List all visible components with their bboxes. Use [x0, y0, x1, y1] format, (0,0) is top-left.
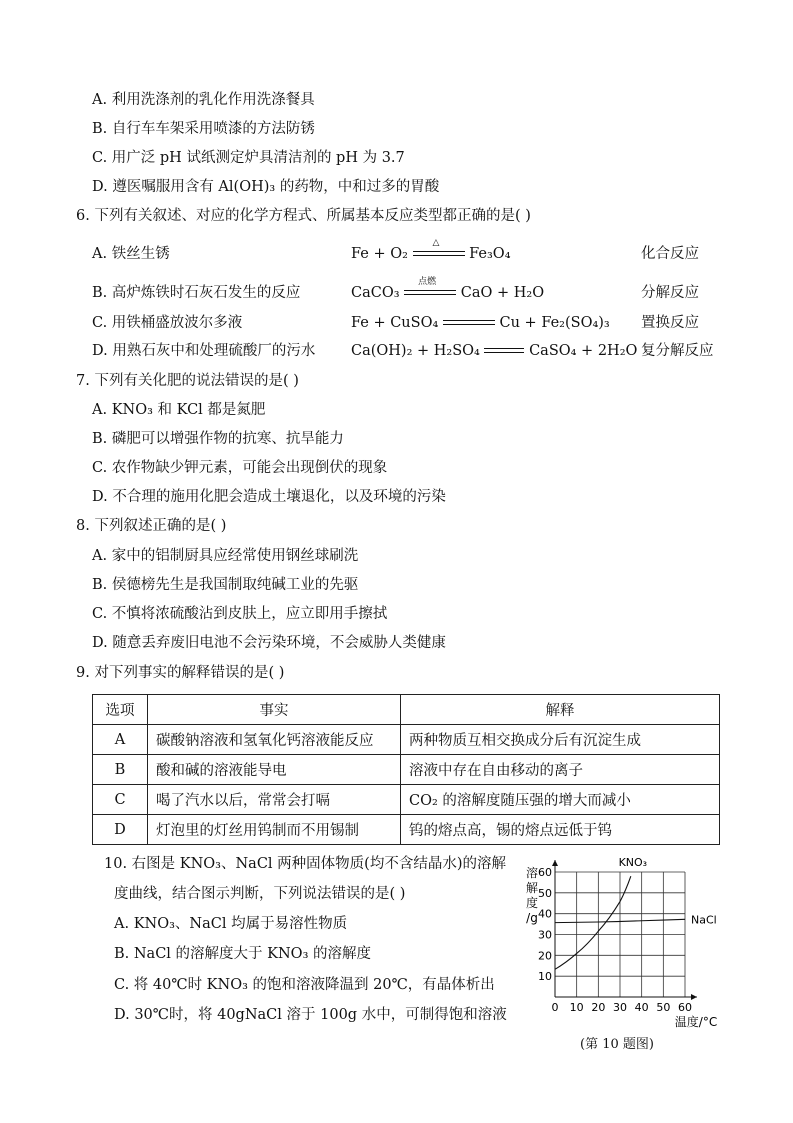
- q6-row-d-eq-right: CaSO₄ + 2H₂O: [529, 343, 638, 359]
- x-axis-label: 温度/°C: [674, 1015, 718, 1029]
- x-tick-label: 20: [591, 1001, 606, 1014]
- q10-option-a: A. KNO₃、NaCl 均属于易溶性物质: [114, 916, 348, 932]
- table-cell: B: [93, 755, 148, 785]
- q9-facts-table: [92, 694, 720, 845]
- table-header: 事实: [148, 695, 401, 725]
- x-tick-label: 0: [551, 1001, 559, 1014]
- table-row: [93, 785, 720, 815]
- q6-row-d-eq-left: Ca(OH)₂ + H₂SO₄: [351, 343, 480, 359]
- table-cell: C: [93, 785, 148, 815]
- y-axis-label: 度: [525, 896, 539, 910]
- y-tick-label: 40: [538, 907, 552, 921]
- table-cell: A: [93, 725, 148, 755]
- q6-row-a-eq-right: Fe₃O₄: [469, 246, 511, 262]
- q6-stem: 6. 下列有关叙述、对应的化学方程式、所属基本反应类型都正确的是( ): [76, 208, 531, 224]
- q6-row-b-equation: [351, 277, 545, 303]
- q7-stem: 7. 下列有关化肥的说法错误的是( ): [76, 373, 299, 389]
- q6-row-b-desc: B. 高炉炼铁时石灰石发生的反应: [92, 285, 301, 301]
- q6-row-b-eq-left: CaCO₃: [351, 285, 400, 301]
- equals-sign-icon: [443, 319, 495, 327]
- y-tick-label: 20: [538, 949, 552, 963]
- q10-option-b: B. NaCl 的溶解度大于 KNO₃ 的溶解度: [114, 946, 371, 962]
- q7-option-a: A. KNO₃ 和 KCl 都是氮肥: [92, 402, 266, 418]
- q8-option-c: C. 不慎将浓硫酸沾到皮肤上，应立即用手擦拭: [92, 606, 388, 622]
- chart-ticks: [538, 866, 692, 1014]
- q6-row-d-equation: [351, 341, 637, 361]
- q7-option-b: B. 磷肥可以增强作物的抗寒、抗旱能力: [92, 431, 344, 447]
- x-tick-label: 60: [678, 1001, 692, 1014]
- q6-row-a-condition: △: [432, 238, 440, 248]
- table-cell: 碳酸钠溶液和氢氧化钙溶液能反应: [148, 725, 401, 755]
- q8-option-a: A. 家中的铝制厨具应经常使用钢丝球刷洗: [92, 548, 359, 564]
- q6-row-b-eq-right: CaO + H₂O: [460, 285, 545, 301]
- q6-row-a-eq-left: Fe + O₂: [351, 246, 408, 262]
- q9-stem: 9. 对下列事实的解释错误的是( ): [76, 665, 285, 681]
- q6-row-c-desc: C. 用铁桶盛放波尔多液: [92, 315, 243, 331]
- q7-option-c: C. 农作物缺少钾元素，可能会出现倒伏的现象: [92, 460, 388, 476]
- q8-stem: 8. 下列叙述正确的是( ): [76, 518, 227, 534]
- q6-row-d-desc: D. 用熟石灰中和处理硫酸厂的污水: [92, 343, 316, 359]
- chart-axes: [552, 860, 697, 1000]
- y-tick-label: 50: [538, 886, 552, 900]
- table-header-row: [93, 695, 720, 725]
- y-axis-arrow-icon: [552, 860, 558, 866]
- q6-row-c-eq-left: Fe + CuSO₄: [351, 315, 439, 331]
- q6-row-b-type: 分解反应: [641, 285, 699, 301]
- equals-sign-icon: [484, 347, 524, 355]
- q8-option-b: B. 侯德榜先生是我国制取纯碱工业的先驱: [92, 577, 359, 593]
- table-cell: D: [93, 815, 148, 845]
- q6-row-a-desc: A. 铁丝生锈: [92, 246, 170, 262]
- table-cell: 溶液中存在自由移动的离子: [401, 755, 720, 785]
- q10-stem-line1: 10. 右图是 KNO₃、NaCl 两种固体物质(均不含结晶水)的溶解: [104, 856, 506, 872]
- table-row: [93, 725, 720, 755]
- q10-stem-line2: 度曲线，结合图示判断，下列说法错误的是( ): [114, 886, 406, 902]
- q6-row-d-type: 复分解反应: [641, 343, 714, 359]
- x-tick-label: 10: [569, 1001, 584, 1014]
- table-cell: 两种物质互相交换成分后有沉淀生成: [401, 725, 720, 755]
- q6-row-c-eq-right: Cu + Fe₂(SO₄)₃: [499, 315, 610, 331]
- q6-row-c-equation: [351, 313, 610, 333]
- series-label-kno3: KNO₃: [618, 856, 648, 869]
- q5-option-c: C. 用广泛 pH 试纸测定炉具清洁剂的 pH 为 3.7: [92, 150, 405, 166]
- solubility-chart: [488, 850, 738, 1040]
- q10-option-c: C. 将 40℃时 KNO₃ 的饱和溶液降温到 20℃，有晶体析出: [114, 977, 495, 993]
- series-label-nacl: NaCl: [691, 913, 717, 927]
- x-tick-label: 40: [634, 1001, 649, 1014]
- table-cell: CO₂ 的溶解度随压强的增大而减小: [401, 785, 720, 815]
- q5-option-d: D. 遵医嘱服用含有 Al(OH)₃ 的药物，中和过多的胃酸: [92, 179, 440, 195]
- x-tick-label: 30: [613, 1001, 627, 1014]
- x-axis-arrow-icon: [691, 994, 697, 1000]
- equals-sign-icon: [413, 238, 465, 258]
- q8-option-d: D. 随意丢弃废旧电池不会污染环境，不会威胁人类健康: [92, 635, 446, 651]
- figure-caption: (第 10 题图): [580, 1037, 654, 1052]
- table-header: 解释: [401, 695, 720, 725]
- table-cell: 灯泡里的灯丝用钨制而不用锡制: [148, 815, 401, 845]
- table-cell: 喝了汽水以后，常常会打嗝: [148, 785, 401, 815]
- table-row: [93, 755, 720, 785]
- q6-row-c-type: 置换反应: [641, 315, 699, 331]
- y-tick-label: 60: [538, 866, 552, 879]
- equals-sign-icon: [404, 277, 456, 297]
- y-tick-label: 30: [538, 928, 552, 942]
- q10-option-d: D. 30℃时，将 40gNaCl 溶于 100g 水中，可制得饱和溶液: [114, 1007, 507, 1023]
- y-tick-label: 10: [538, 970, 552, 984]
- y-axis-label: /g: [526, 911, 538, 925]
- q5-option-a: A. 利用洗涤剂的乳化作用洗涤餐具: [92, 92, 315, 108]
- y-axis-label: 解: [525, 881, 539, 895]
- table-cell: 钨的熔点高，锡的熔点远低于钨: [401, 815, 720, 845]
- table-cell: 酸和碱的溶液能导电: [148, 755, 401, 785]
- x-tick-label: 50: [656, 1001, 671, 1014]
- y-axis-label: 溶: [525, 866, 539, 880]
- table-row: [93, 815, 720, 845]
- q6-row-b-condition: 点燃: [418, 277, 437, 287]
- table-header: 选项: [93, 695, 148, 725]
- q6-row-a-equation: [351, 238, 511, 264]
- q5-option-b: B. 自行车车架采用喷漆的方法防锈: [92, 121, 315, 137]
- q6-row-a-type: 化合反应: [641, 246, 699, 262]
- chart-grid: [555, 872, 685, 997]
- q7-option-d: D. 不合理的施用化肥会造成土壤退化，以及环境的污染: [92, 489, 446, 505]
